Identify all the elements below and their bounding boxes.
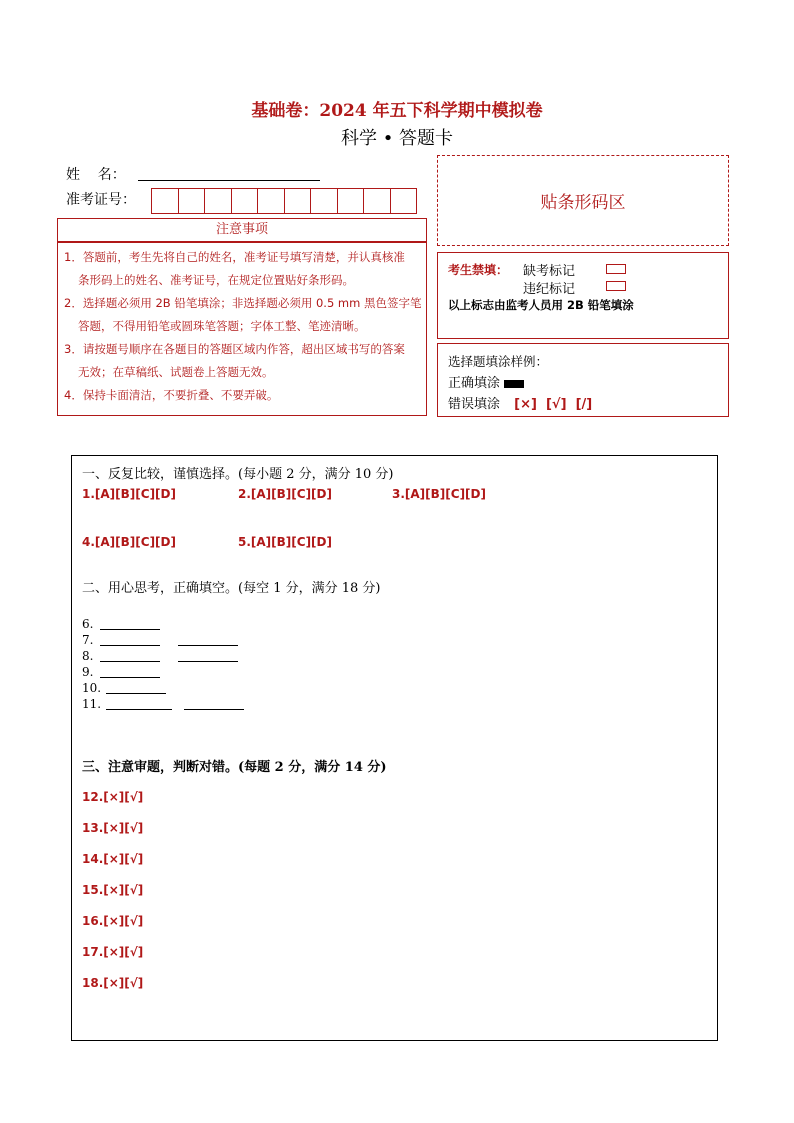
page-title: 基础卷：2024 年五下科学期中模拟卷 (251, 101, 543, 121)
fill-blank-row (82, 617, 93, 633)
notice-line: 无效；在草稿纸、试题卷上答题无效。 (78, 365, 274, 379)
page-subtitle: 科学 • 答题卡 (340, 128, 454, 149)
fill-blank-row (82, 681, 101, 697)
question-3-options[interactable]: 3.[A][B][C][D] (392, 487, 486, 501)
fill-blank-row (82, 665, 93, 681)
notice-line: 3．请按题号顺序在各题目的答题区域内作答，超出区域书写的答案 (64, 342, 405, 356)
violation-mark-label: 违纪标记 (523, 282, 576, 297)
section-1-title: 一、反复比较，谨慎选择。(每小题 2 分，满分 10 分) (82, 467, 394, 482)
proctor-only-label: 考生禁填： (448, 263, 509, 277)
barcode-area (437, 155, 729, 246)
section-2-title: 二、用心思考，正确填空。(每空 1 分，满分 18 分) (82, 581, 381, 596)
exam-id-digit-box[interactable] (364, 189, 391, 213)
section-3-title: 三、注意审题，判断对错。(每题 2 分，满分 14 分) (82, 760, 387, 775)
question-2-options[interactable]: 2.[A][B][C][D] (238, 487, 332, 501)
question-number: 6. (82, 617, 94, 631)
question-number: 7. (82, 633, 94, 647)
exam-id-digit-box[interactable] (152, 189, 179, 213)
wrong-fill-samples: [×] [√] [/] (514, 397, 593, 412)
answer-blank[interactable] (178, 645, 238, 646)
answer-blank[interactable] (106, 709, 172, 710)
true-false-item[interactable]: 13.[×][√] (82, 821, 144, 835)
notice-line: 1．答题前，考生先将自己的姓名，准考证号填写清楚，并认真核准 (64, 250, 405, 264)
correct-fill-label: 正确填涂 (448, 376, 501, 391)
true-false-item[interactable]: 14.[×][√] (82, 852, 144, 866)
question-5-options[interactable]: 5.[A][B][C][D] (238, 535, 332, 549)
absent-mark-box[interactable] (606, 264, 626, 274)
exam-id-boxes[interactable] (151, 188, 417, 214)
answer-blank[interactable] (184, 709, 244, 710)
exam-id-digit-box[interactable] (311, 189, 338, 213)
notice-line: 答题，不得用铅笔或圆珠笔答题；字体工整、笔迹清晰。 (78, 319, 366, 333)
exam-id-digit-box[interactable] (205, 189, 232, 213)
absent-mark-label: 缺考标记 (523, 264, 576, 279)
true-false-item[interactable]: 17.[×][√] (82, 945, 144, 959)
question-number: 8. (82, 649, 94, 663)
notice-panel (57, 242, 427, 416)
name-label: 姓 名： (66, 167, 126, 183)
proctor-note: 以上标志由监考人员用 2B 铅笔填涂 (448, 298, 634, 312)
answer-blank[interactable] (100, 629, 160, 630)
question-number: 9. (82, 665, 94, 679)
true-false-item[interactable]: 16.[×][√] (82, 914, 144, 928)
answer-blank[interactable] (100, 645, 160, 646)
fill-sample-panel (437, 343, 729, 417)
violation-mark-box[interactable] (606, 281, 626, 291)
notice-line: 条形码上的姓名、准考证号，在规定位置贴好条形码。 (78, 273, 354, 287)
notice-heading: 注意事项 (57, 218, 427, 242)
fill-blank-row (82, 649, 93, 665)
answer-blank[interactable] (100, 677, 160, 678)
answer-blank[interactable] (178, 661, 238, 662)
question-4-options[interactable]: 4.[A][B][C][D] (82, 535, 176, 549)
exam-id-digit-box[interactable] (391, 189, 417, 213)
proctor-marks-panel (437, 252, 729, 339)
notice-line: 2．选择题必须用 2B 铅笔填涂；非选择题必须用 0.5 mm 黑色签字笔 (64, 296, 422, 310)
name-field[interactable] (138, 180, 320, 181)
question-1-options[interactable]: 1.[A][B][C][D] (82, 487, 176, 501)
question-number: 10. (82, 681, 102, 695)
true-false-item[interactable]: 12.[×][√] (82, 790, 144, 804)
question-number: 11. (82, 697, 102, 711)
exam-id-digit-box[interactable] (258, 189, 285, 213)
answer-blank[interactable] (106, 693, 166, 694)
exam-id-digit-box[interactable] (338, 189, 365, 213)
correct-fill-sample (504, 380, 524, 388)
notice-line: 4．保持卡面清洁，不要折叠、不要弄破。 (64, 388, 279, 402)
barcode-label: 贴条形码区 (540, 193, 626, 213)
fill-blank-row (82, 697, 101, 713)
true-false-item[interactable]: 18.[×][√] (82, 976, 144, 990)
fill-blank-row (82, 633, 93, 649)
exam-id-digit-box[interactable] (285, 189, 312, 213)
answer-area (71, 455, 718, 1041)
true-false-item[interactable]: 15.[×][√] (82, 883, 144, 897)
wrong-fill-label: 错误填涂 (448, 397, 501, 412)
answer-blank[interactable] (100, 661, 160, 662)
exam-id-digit-box[interactable] (179, 189, 206, 213)
exam-id-digit-box[interactable] (232, 189, 259, 213)
sample-title: 选择题填涂样例： (448, 354, 549, 369)
exam-id-label: 准考证号： (66, 192, 136, 208)
